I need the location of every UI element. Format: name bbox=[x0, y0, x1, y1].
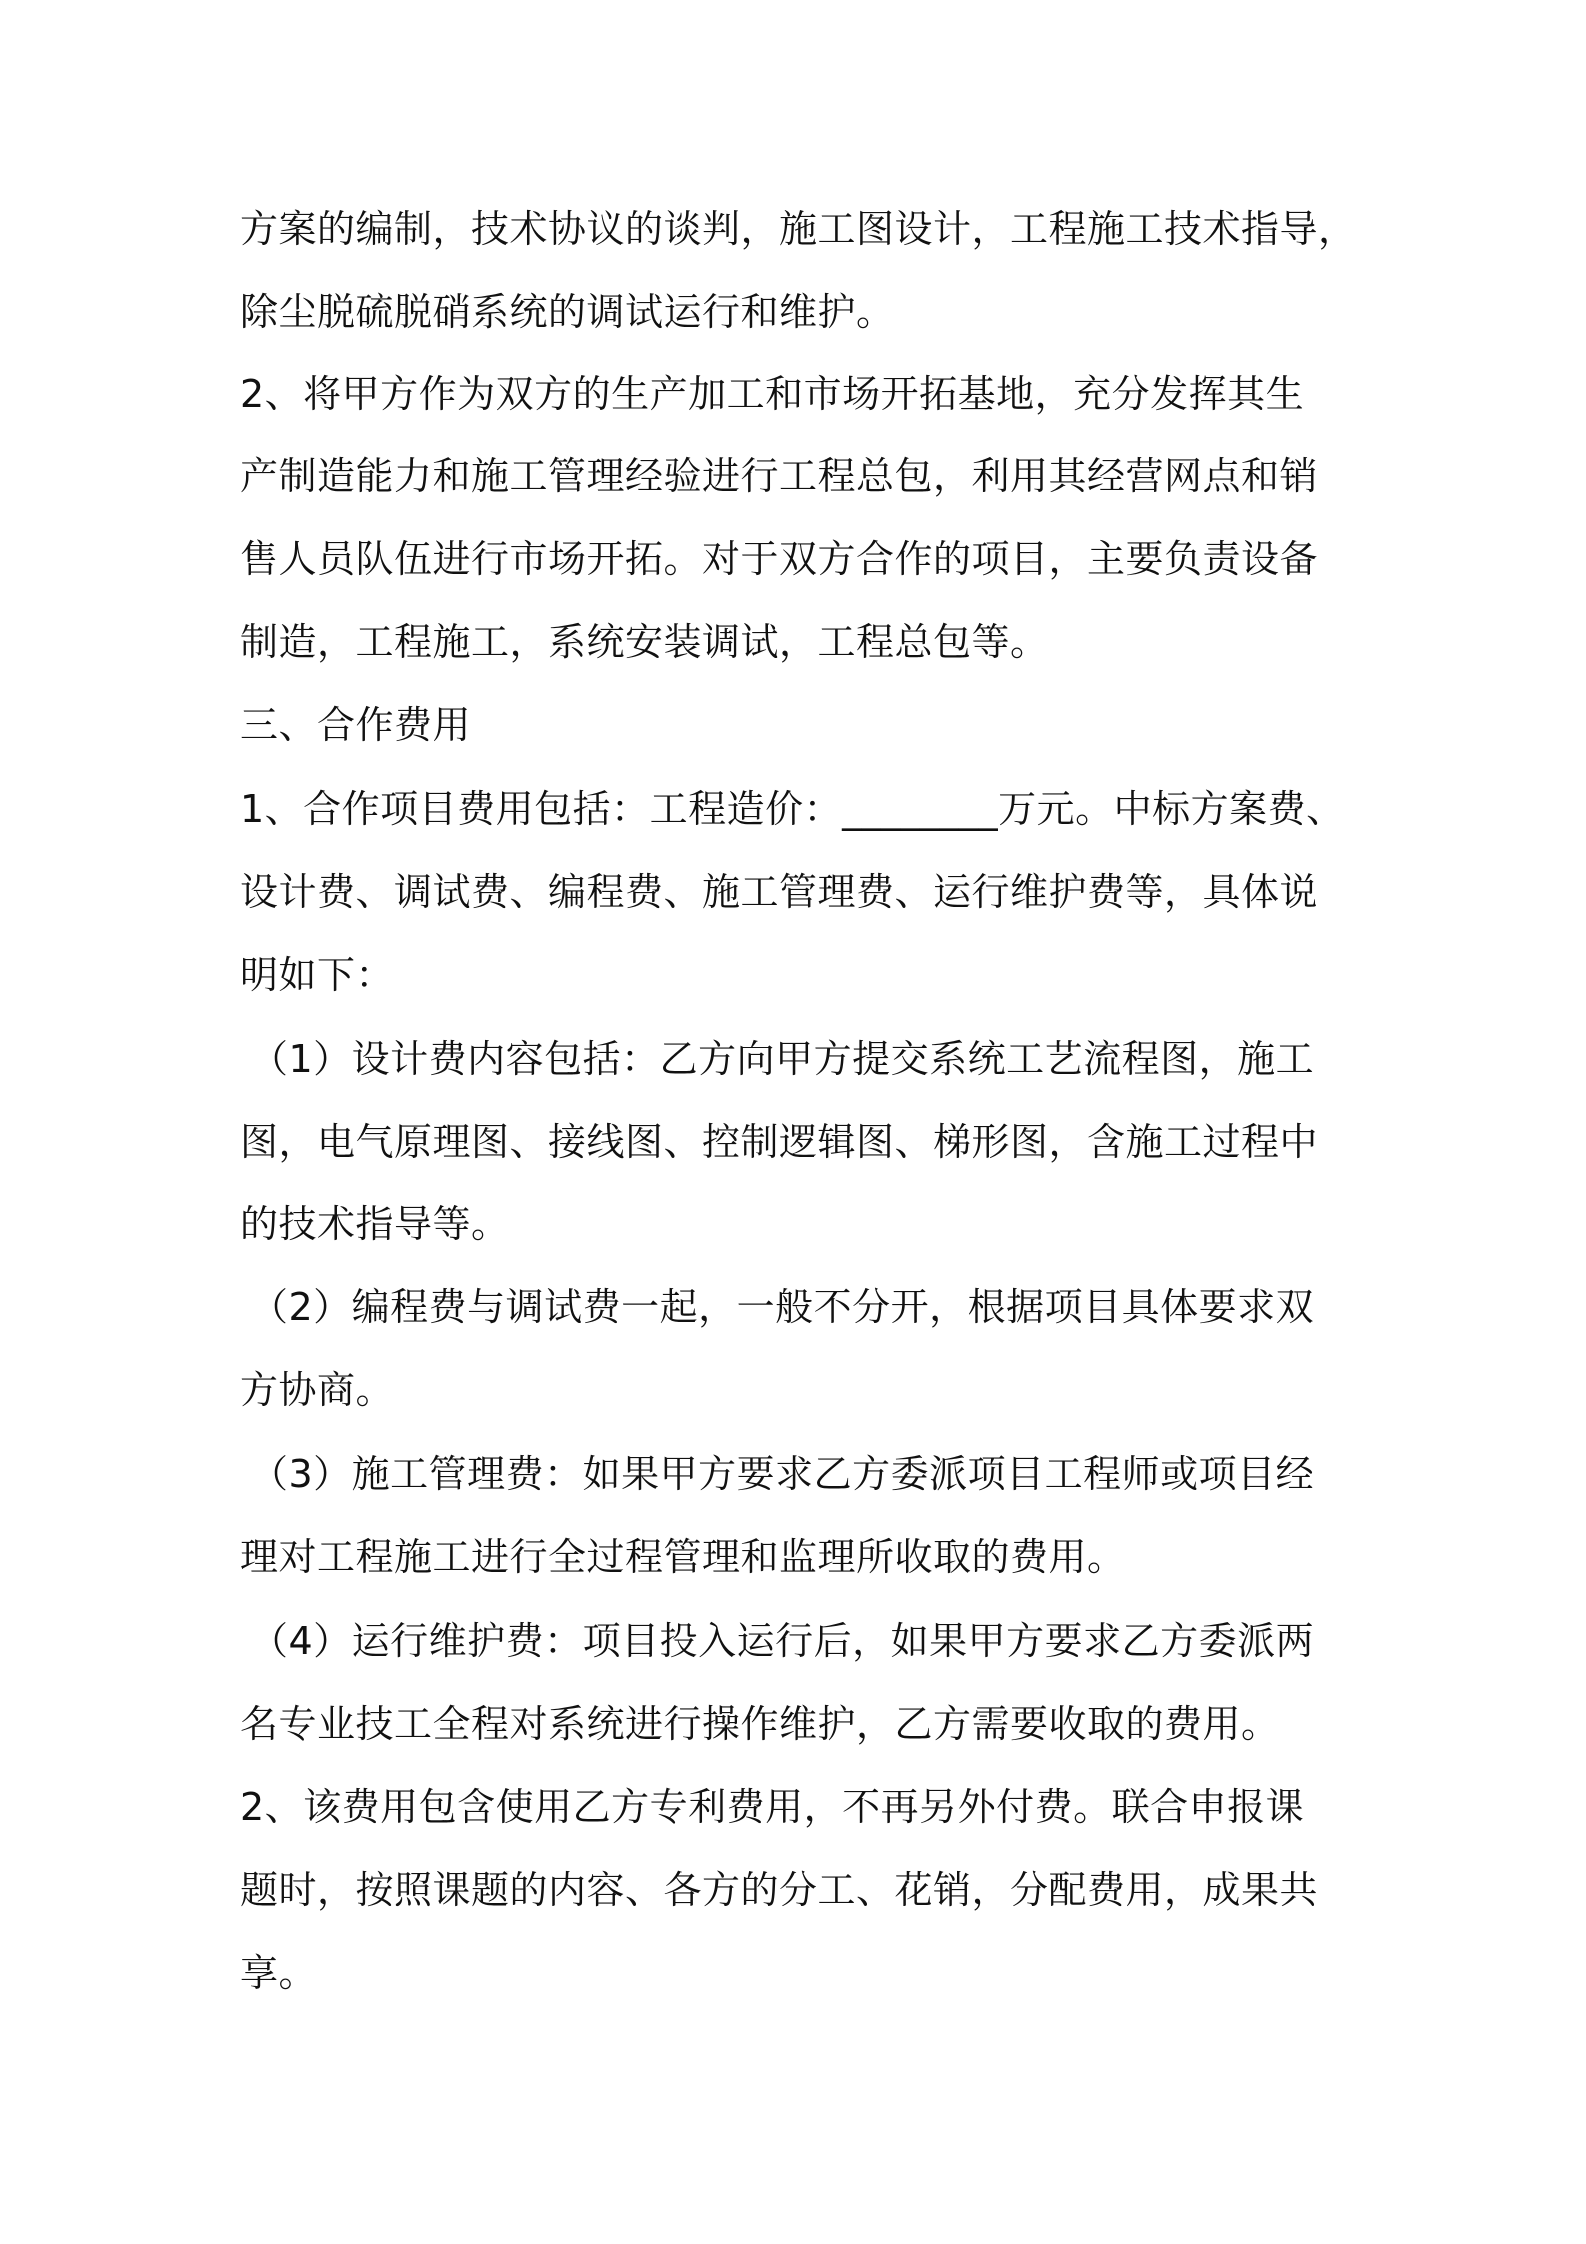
text-line: 除尘脱硫脱硝系统的调试运行和维护。 bbox=[240, 290, 895, 334]
text-line: 产制造能力和施工管理经验进行工程总包，利用其经营网点和销 bbox=[240, 454, 1319, 498]
text-line: 1、合作项目费用包括：工程造价：________万元。中标方案费、 bbox=[240, 787, 1345, 831]
text-line: 方案的编制，技术协议的谈判，施工图设计，工程施工技术指导， bbox=[240, 207, 1357, 251]
text-line: 2、将甲方作为双方的生产加工和市场开拓基地，充分发挥其生 bbox=[240, 372, 1305, 416]
text-line: （4）运行维护费：项目投入运行后，如果甲方要求乙方委派两 bbox=[250, 1619, 1315, 1663]
text-line: 的技术指导等。 bbox=[240, 1202, 510, 1246]
text-line: 明如下： bbox=[240, 953, 395, 997]
text-line: 图，电气原理图、接线图、控制逻辑图、梯形图，含施工过程中 bbox=[240, 1120, 1319, 1164]
text-line: 享。 bbox=[240, 1951, 318, 1995]
section-heading: 三、合作费用 bbox=[240, 703, 472, 747]
text-line: 设计费、调试费、编程费、施工管理费、运行维护费等，具体说 bbox=[240, 870, 1319, 914]
text-line: 售人员队伍进行市场开拓。对于双方合作的项目，主要负责设备 bbox=[240, 537, 1319, 581]
text-line: 理对工程施工进行全过程管理和监理所收取的费用。 bbox=[240, 1535, 1126, 1579]
text-line: （2）编程费与调试费一起，一般不分开，根据项目具体要求双 bbox=[250, 1285, 1315, 1329]
text-line: 方协商。 bbox=[240, 1368, 395, 1412]
text-line: 名专业技工全程对系统进行操作维护，乙方需要收取的费用。 bbox=[240, 1702, 1280, 1746]
text-line: 2、该费用包含使用乙方专利费用，不再另外付费。联合申报课 bbox=[240, 1785, 1305, 1829]
text-line: 题时，按照课题的内容、各方的分工、花销，分配费用，成果共 bbox=[240, 1868, 1319, 1912]
text-line: （1）设计费内容包括：乙方向甲方提交系统工艺流程图，施工 bbox=[250, 1037, 1315, 1081]
text-line: （3）施工管理费：如果甲方要求乙方委派项目工程师或项目经 bbox=[250, 1452, 1315, 1496]
text-line: 制造，工程施工，系统安装调试，工程总包等。 bbox=[240, 620, 1049, 664]
